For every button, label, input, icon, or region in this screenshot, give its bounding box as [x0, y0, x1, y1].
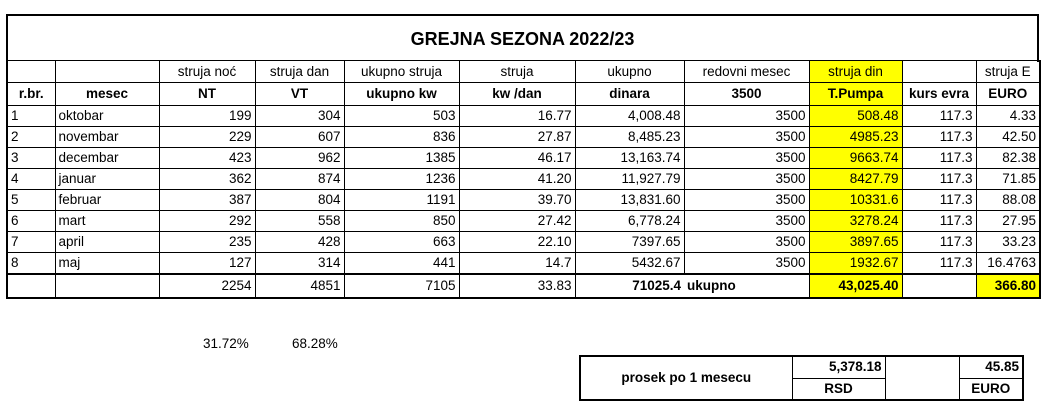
cell-euro: 88.08: [976, 190, 1040, 211]
cell-kw-dan: 22.10: [459, 232, 575, 253]
cell-nt: 229: [159, 127, 255, 148]
cell-redovni: 3500: [684, 127, 809, 148]
cell-ukupno-kw: 836: [344, 127, 459, 148]
cell-rbr: 2: [7, 127, 55, 148]
cell-nt: 362: [159, 169, 255, 190]
average-summary-table: [579, 355, 1024, 401]
cell-euro: 71.85: [976, 169, 1040, 190]
cell-redovni: 3500: [684, 232, 809, 253]
summary-eur-unit: EURO: [959, 378, 1023, 400]
vt-percentage: 68.28%: [292, 336, 338, 351]
cell-kurs: 117.3: [902, 169, 976, 190]
cell-rbr: 8: [7, 253, 55, 275]
cell-kw-dan: 41.20: [459, 169, 575, 190]
cell-kurs: 117.3: [902, 211, 976, 232]
cell-t-pumpa: 4985.23: [809, 127, 902, 148]
cell-dinara: 4,008.48: [575, 106, 684, 127]
cell-ukupno-kw: 850: [344, 211, 459, 232]
header-rbr: [7, 61, 55, 83]
cell-kurs: 117.3: [902, 127, 976, 148]
cell-kurs: 117.3: [902, 148, 976, 169]
header-ukupno-kw-label: ukupno kw: [344, 83, 459, 106]
table-row: [7, 169, 1040, 190]
cell-nt: 199: [159, 106, 255, 127]
total-t-pumpa: 43,025.40: [809, 274, 902, 298]
total-kurs: [902, 274, 976, 298]
cell-ukupno-kw: 503: [344, 106, 459, 127]
header-ukupno-kw: ukupno struja: [344, 61, 459, 83]
cell-kurs: 117.3: [902, 106, 976, 127]
cell-redovni: 3500: [684, 190, 809, 211]
cell-mesec: maj: [55, 253, 159, 275]
cell-vt: 428: [255, 232, 344, 253]
total-vt: 4851: [255, 274, 344, 298]
cell-dinara: 13,831.60: [575, 190, 684, 211]
cell-nt: 127: [159, 253, 255, 275]
cell-kw-dan: 27.42: [459, 211, 575, 232]
cell-rbr: 7: [7, 232, 55, 253]
cell-ukupno-kw: 663: [344, 232, 459, 253]
header-nt: struja noć: [159, 61, 255, 83]
cell-dinara: 8,485.23: [575, 127, 684, 148]
cell-rbr: 3: [7, 148, 55, 169]
summary-label: prosek po 1 mesecu: [580, 356, 792, 400]
cell-ukupno-kw: 1236: [344, 169, 459, 190]
cell-vt: 804: [255, 190, 344, 211]
nt-percentage: 31.72%: [203, 336, 249, 351]
cell-euro: 82.38: [976, 148, 1040, 169]
cell-redovni: 3500: [684, 148, 809, 169]
header-redovni: redovni mesec: [684, 61, 809, 83]
cell-t-pumpa: 3278.24: [809, 211, 902, 232]
header-row-1: [7, 61, 1040, 83]
cell-mesec: januar: [55, 169, 159, 190]
cell-dinara: 6,778.24: [575, 211, 684, 232]
table-row: [7, 148, 1040, 169]
cell-rbr: 5: [7, 190, 55, 211]
sheet-title: GREJNA SEZONA 2022/23: [6, 14, 1039, 62]
header-mesec: [55, 61, 159, 83]
header-euro: struja E: [976, 61, 1040, 83]
cell-nt: 292: [159, 211, 255, 232]
heating-season-table: [6, 60, 1041, 299]
cell-kurs: 117.3: [902, 190, 976, 211]
header-vt-label: VT: [255, 83, 344, 106]
cell-nt: 387: [159, 190, 255, 211]
cell-redovni: 3500: [684, 106, 809, 127]
table-row: [7, 232, 1040, 253]
table-row: [7, 106, 1040, 127]
header-row-2: [7, 83, 1040, 106]
cell-ukupno-kw: 1191: [344, 190, 459, 211]
summary-rsd-value: 5,378.18: [792, 356, 885, 378]
cell-euro: 27.95: [976, 211, 1040, 232]
header-mesec-label: mesec: [55, 83, 159, 106]
header-vt: struja dan: [255, 61, 344, 83]
cell-t-pumpa: 1932.67: [809, 253, 902, 275]
header-euro-label: EURO: [976, 83, 1040, 106]
total-kw-dan: 33.83: [459, 274, 575, 298]
total-nt: 2254: [159, 274, 255, 298]
cell-vt: 314: [255, 253, 344, 275]
cell-mesec: februar: [55, 190, 159, 211]
cell-vt: 607: [255, 127, 344, 148]
cell-kurs: 117.3: [902, 253, 976, 275]
header-kurs: [902, 61, 976, 83]
cell-dinara: 11,927.79: [575, 169, 684, 190]
total-euro: 366.80: [976, 274, 1040, 298]
cell-euro: 33.23: [976, 232, 1040, 253]
cell-mesec: novembar: [55, 127, 159, 148]
cell-vt: 304: [255, 106, 344, 127]
table-row: [7, 211, 1040, 232]
cell-redovni: 3500: [684, 211, 809, 232]
cell-nt: 235: [159, 232, 255, 253]
cell-kw-dan: 46.17: [459, 148, 575, 169]
header-kw-dan: struja: [459, 61, 575, 83]
summary-eur-value: 45.85: [959, 356, 1023, 378]
cell-t-pumpa: 8427.79: [809, 169, 902, 190]
cell-euro: 16.4763: [976, 253, 1040, 275]
header-kurs-label: kurs evra: [902, 83, 976, 106]
cell-mesec: april: [55, 232, 159, 253]
cell-t-pumpa: 508.48: [809, 106, 902, 127]
cell-mesec: mart: [55, 211, 159, 232]
totals-row: [7, 274, 1040, 298]
cell-t-pumpa: 9663.74: [809, 148, 902, 169]
cell-vt: 558: [255, 211, 344, 232]
cell-kw-dan: 27.87: [459, 127, 575, 148]
header-dinara-label: dinara: [575, 83, 684, 106]
table-row: [7, 190, 1040, 211]
cell-rbr: 6: [7, 211, 55, 232]
total-ukupno-kw: 7105: [344, 274, 459, 298]
total-ukupno-label: ukupno: [684, 274, 809, 298]
header-redovni-label: 3500: [684, 83, 809, 106]
table-row: [7, 253, 1040, 275]
cell-euro: 42.50: [976, 127, 1040, 148]
cell-dinara: 5432.67: [575, 253, 684, 275]
cell-mesec: oktobar: [55, 106, 159, 127]
cell-kw-dan: 16.77: [459, 106, 575, 127]
cell-kw-dan: 14.7: [459, 253, 575, 275]
cell-ukupno-kw: 441: [344, 253, 459, 275]
summary-empty-cell: [885, 356, 959, 400]
cell-dinara: 13,163.74: [575, 148, 684, 169]
cell-kurs: 117.3: [902, 232, 976, 253]
table-row: [7, 127, 1040, 148]
total-dinara: 71025.4: [575, 274, 684, 298]
cell-t-pumpa: 10331.6: [809, 190, 902, 211]
summary-rsd-unit: RSD: [792, 378, 885, 400]
cell-rbr: 1: [7, 106, 55, 127]
cell-vt: 874: [255, 169, 344, 190]
cell-dinara: 7397.65: [575, 232, 684, 253]
header-rbr-label: r.br.: [7, 83, 55, 106]
header-nt-label: NT: [159, 83, 255, 106]
header-kw-dan-label: kw /dan: [459, 83, 575, 106]
total-rbr: [7, 274, 55, 298]
header-t-pumpa: struja din: [809, 61, 902, 83]
cell-rbr: 4: [7, 169, 55, 190]
cell-redovni: 3500: [684, 253, 809, 275]
header-t-pumpa-label: T.Pumpa: [809, 83, 902, 106]
cell-redovni: 3500: [684, 169, 809, 190]
cell-euro: 4.33: [976, 106, 1040, 127]
cell-vt: 962: [255, 148, 344, 169]
cell-ukupno-kw: 1385: [344, 148, 459, 169]
cell-mesec: decembar: [55, 148, 159, 169]
cell-t-pumpa: 3897.65: [809, 232, 902, 253]
cell-kw-dan: 39.70: [459, 190, 575, 211]
total-mesec: [55, 274, 159, 298]
header-dinara: ukupno: [575, 61, 684, 83]
cell-nt: 423: [159, 148, 255, 169]
